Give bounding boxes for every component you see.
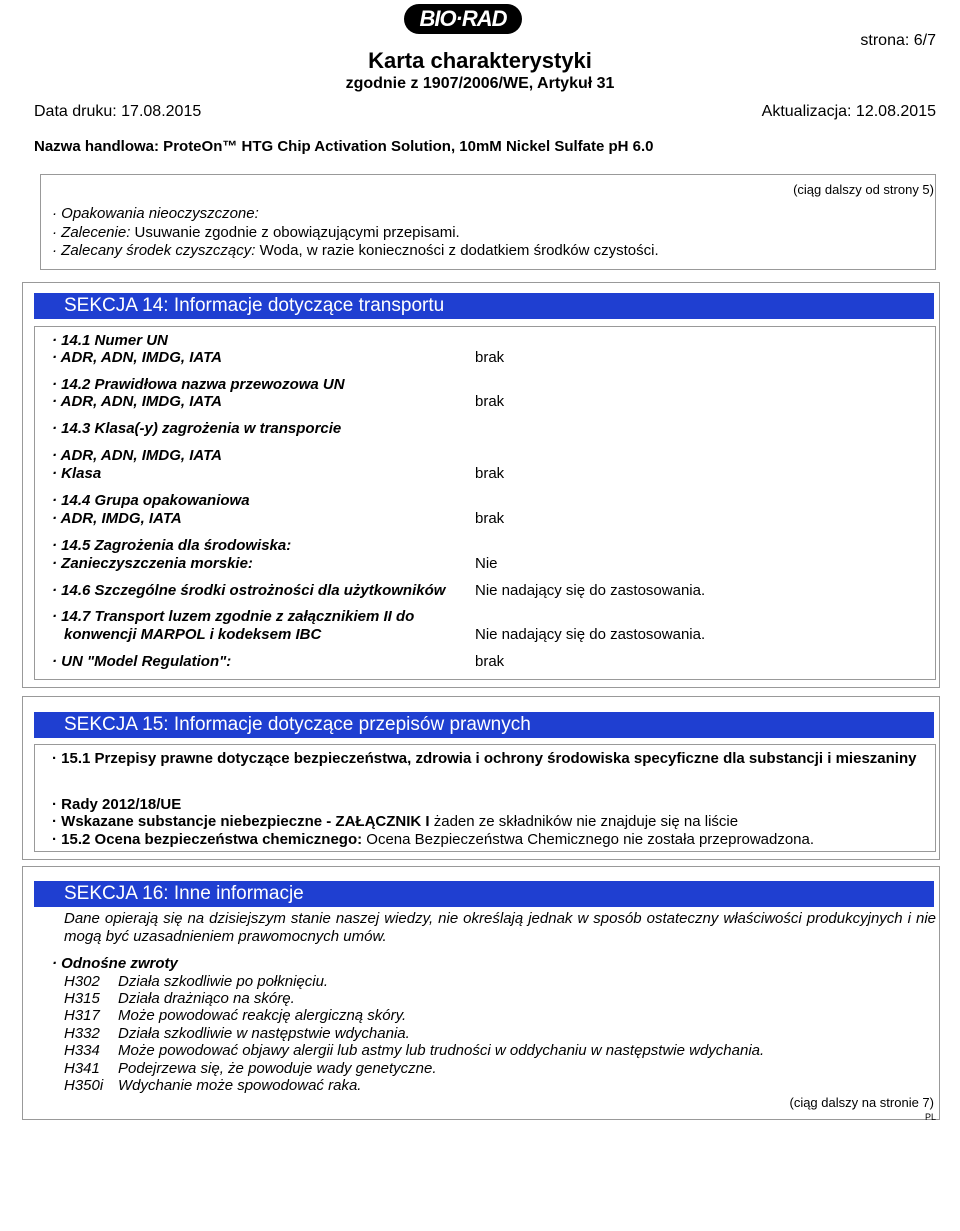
rady-line: · Rady 2012/18/UE bbox=[52, 796, 182, 813]
phrase-text: Działa szkodliwie po połknięciu. bbox=[118, 973, 329, 990]
packaging-title: · Opakowania nieoczyszczone: bbox=[52, 205, 259, 222]
section15-heading-text: SEKCJA 15: Informacje dotyczące przepisów prawnych bbox=[64, 714, 531, 735]
section14-heading bbox=[34, 293, 934, 319]
s144-row: · ADR, IMDG, IATA bbox=[52, 510, 182, 527]
section15-heading bbox=[34, 712, 934, 738]
phrase-code: H350i bbox=[64, 1077, 104, 1094]
s143-class: · Klasa bbox=[52, 465, 102, 482]
logo-text: BIO·RAD bbox=[419, 6, 507, 31]
phrase-text: Działa drażniąco na skórę. bbox=[118, 990, 295, 1007]
print-date: Data druku: 17.08.2015 bbox=[34, 103, 202, 120]
phrase-text: Może powodować reakcję alergiczną skóry. bbox=[118, 1007, 407, 1024]
intro-text: Dane opierają się na dzisiejszym stanie naszej wiedzy, nie określają jednak w sposób ostateczny właściwości produkcyjnych i nie mogą być uzasadnieniem prawomocnych umów. bbox=[64, 910, 936, 945]
document-subtitle: zgodnie z 1907/2006/WE, Artykuł 31 bbox=[345, 75, 615, 92]
cleaner-label: · Zalecany środek czyszczący: bbox=[52, 242, 256, 259]
s141-value: brak bbox=[475, 349, 505, 366]
update-date: Aktualizacja: 12.08.2015 bbox=[761, 103, 936, 120]
recommendation-label: · Zalecenie: bbox=[52, 224, 131, 241]
bio-rad-logo bbox=[404, 4, 522, 34]
cleaner-line bbox=[52, 242, 659, 259]
recommendation-line bbox=[52, 224, 460, 241]
substances-line bbox=[52, 813, 738, 830]
phrase-text: Działa szkodliwie w następstwie wdychania. bbox=[118, 1025, 410, 1042]
phrase-code: H334 bbox=[64, 1042, 100, 1059]
phrase-code: H302 bbox=[64, 973, 100, 990]
section14-heading-text: SEKCJA 14: Informacje dotyczące transportu bbox=[64, 295, 445, 316]
page-number: strona: 6/7 bbox=[860, 32, 936, 49]
section16-heading bbox=[34, 881, 934, 907]
s147-title-a: · 14.7 Transport luzem zgodnie z załącznikiem II do bbox=[52, 608, 415, 625]
phrase-code: H315 bbox=[64, 990, 100, 1007]
language-code: PL bbox=[924, 1112, 936, 1122]
trade-name: Nazwa handlowa: ProteOn™ HTG Chip Activation Solution, 10mM Nickel Sulfate pH 6.0 bbox=[34, 138, 654, 155]
continued-to: (ciąg dalszy na stronie 7) bbox=[789, 1095, 934, 1110]
recommendation-value: Usuwanie zgodnie z obowiązującymi przepisami. bbox=[134, 224, 460, 241]
continued-from: (ciąg dalszy od strony 5) bbox=[793, 182, 934, 197]
phrase-text: Może powodować objawy alergii lub astmy lub trudności w oddychaniu w następstwie wdychania. bbox=[118, 1042, 765, 1059]
substances-value: żaden ze składników nie znajduje się na liście bbox=[433, 813, 739, 830]
document-title: Karta charakterystyki bbox=[368, 48, 592, 73]
phrase-text: Wdychanie może spowodować raka. bbox=[118, 1077, 362, 1094]
section16-heading-text: SEKCJA 16: Inne informacje bbox=[64, 883, 304, 904]
s144-value: brak bbox=[475, 510, 505, 527]
substances-label: · Wskazane substancje niebezpieczne - ZAŁĄCZNIK I bbox=[52, 813, 430, 830]
s145-row: · Zanieczyszczenia morskie: bbox=[52, 555, 253, 572]
s145-title: · 14.5 Zagrożenia dla środowiska: bbox=[52, 537, 292, 554]
s142-row: · ADR, ADN, IMDG, IATA bbox=[52, 393, 222, 410]
s152-label: · 15.2 Ocena bezpieczeństwa chemicznego: bbox=[52, 831, 363, 848]
cleaner-value: Woda, w razie konieczności z dodatkiem środków czystości. bbox=[259, 242, 659, 259]
model-regulation-label: · UN "Model Regulation": bbox=[52, 653, 232, 670]
phrase-code: H332 bbox=[64, 1025, 100, 1042]
s143-row: · ADR, ADN, IMDG, IATA bbox=[52, 447, 222, 464]
s145-value: Nie bbox=[475, 555, 498, 572]
s141-title: · 14.1 Numer UN bbox=[52, 332, 168, 349]
s151-text: · 15.1 Przepisy prawne dotyczące bezpieczeństwa, zdrowia i ochrony środowiska specyficzne dla substancji i mieszaniny bbox=[52, 750, 917, 767]
s152-line bbox=[52, 831, 814, 848]
phrase-code: H317 bbox=[64, 1007, 100, 1024]
s147-title-b: konwencji MARPOL i kodeksem IBC bbox=[64, 626, 322, 643]
s144-title: · 14.4 Grupa opakowaniowa bbox=[52, 492, 250, 509]
s141-row: · ADR, ADN, IMDG, IATA bbox=[52, 349, 222, 366]
phrase-code: H341 bbox=[64, 1060, 100, 1077]
s142-value: brak bbox=[475, 393, 505, 410]
phrase-text: Podejrzewa się, że powoduje wady genetyczne. bbox=[118, 1060, 437, 1077]
model-regulation-value: brak bbox=[475, 653, 505, 670]
s143-title: · 14.3 Klasa(-y) zagrożenia w transporcie bbox=[52, 420, 342, 437]
s142-title: · 14.2 Prawidłowa nazwa przewozowa UN bbox=[52, 376, 345, 393]
s146-value: Nie nadający się do zastosowania. bbox=[475, 582, 706, 599]
s143-value: brak bbox=[475, 465, 505, 482]
s146-title: · 14.6 Szczególne środki ostrożności dla użytkowników bbox=[52, 582, 446, 599]
phrases-title: · Odnośne zwroty bbox=[52, 955, 178, 972]
s152-value: Ocena Bezpieczeństwa Chemicznego nie została przeprowadzona. bbox=[366, 831, 815, 848]
s147-value: Nie nadający się do zastosowania. bbox=[475, 626, 706, 643]
